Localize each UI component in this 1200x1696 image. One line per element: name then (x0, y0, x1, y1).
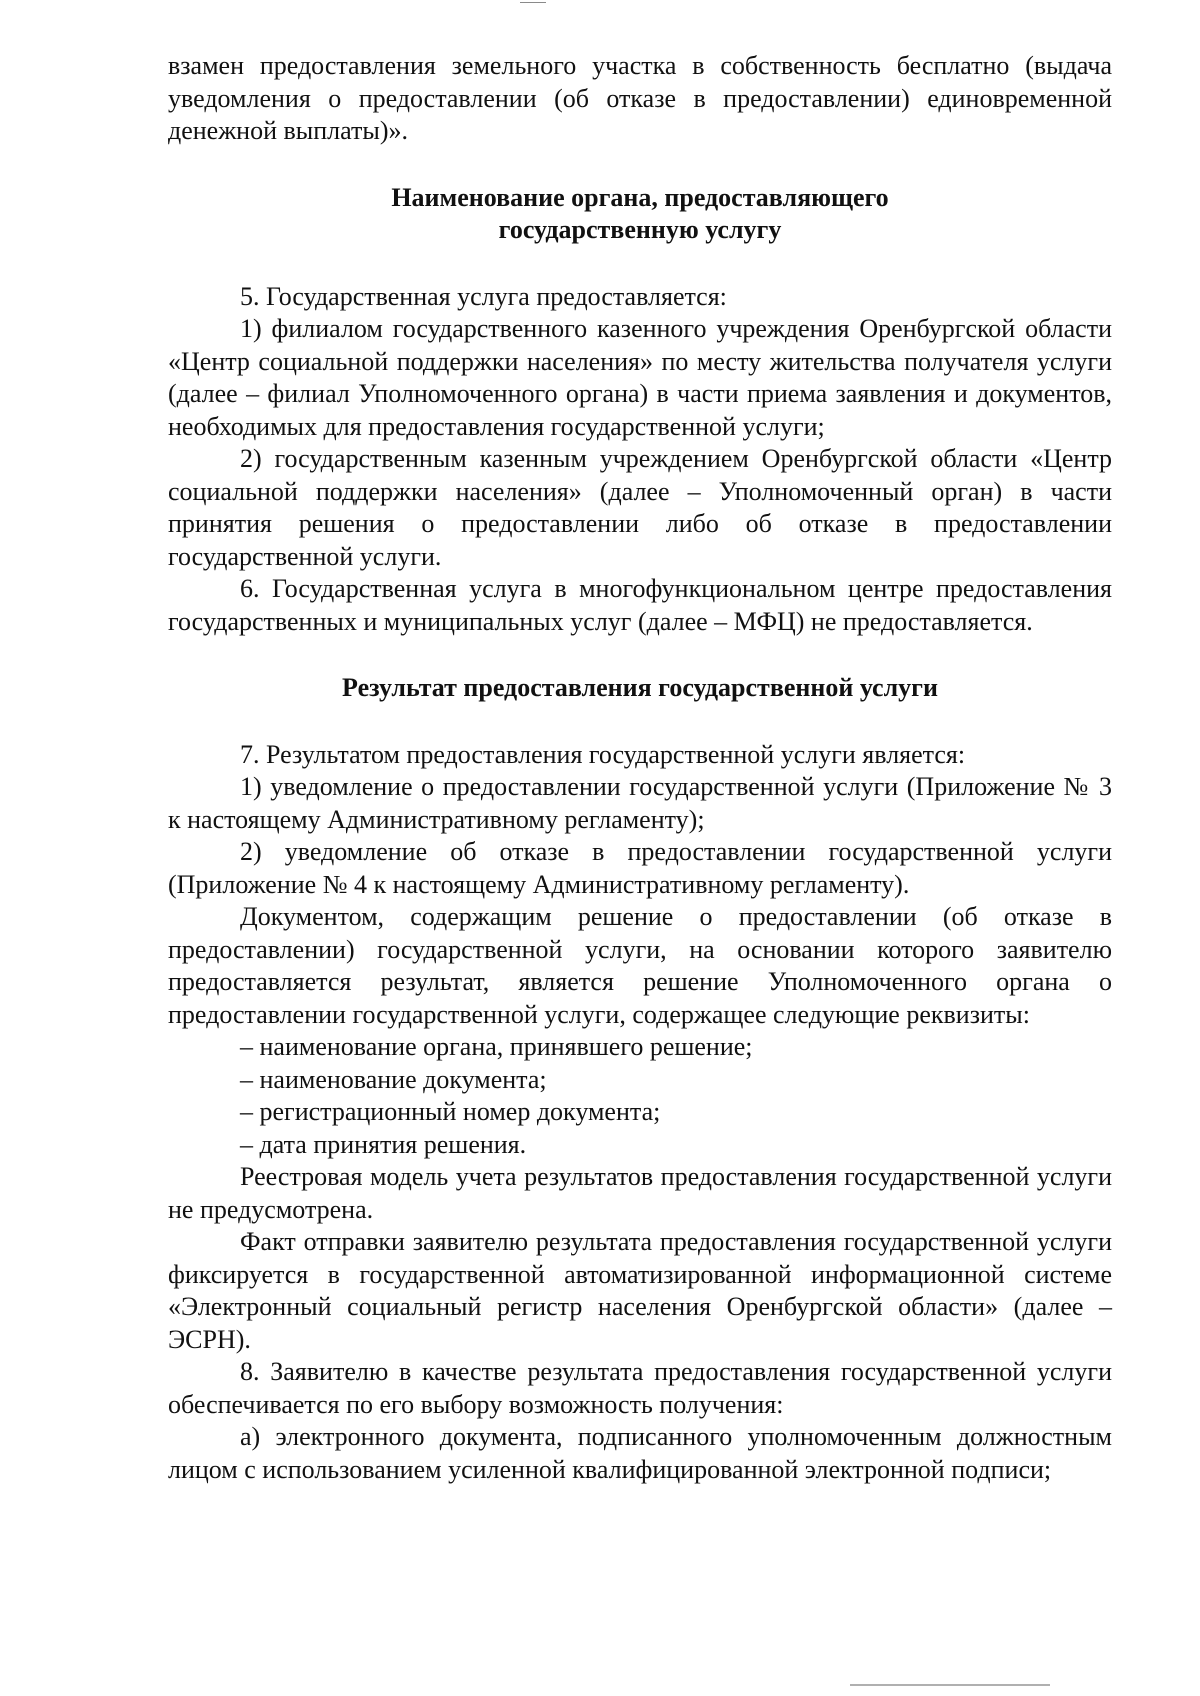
paragraph-7-fact: Факт отправки заявителю результата предоставления государственной услуги фиксируется в государственной автоматизированной информационной системе «Электронный социальный регистр населения Оренбургской области» (далее – ЭСРН). (168, 1227, 1112, 1354)
paragraph-7: 7. Результатом предоставления государственной услуги является: (240, 739, 966, 769)
requisite-item: – дата принятия решения. (240, 1129, 527, 1159)
paragraph-8: 8. Заявителю в качестве результата предоставления государственной услуги обеспечивается по его выбору возможность получения: (168, 1357, 1112, 1419)
scan-mark-bottom (850, 1684, 1050, 1686)
heading-organ-line2: государственную услугу (498, 215, 782, 244)
heading-organ-line1: Наименование органа, предоставляющего (391, 182, 889, 212)
document-body (168, 50, 1112, 1486)
requisite-item: – наименование документа; (240, 1064, 547, 1094)
intro-paragraph: взамен предоставления земельного участка в собственность бесплатно (выдача уведомления о предоставлении (об отказе в предоставлении) единовременной денежной выплаты)». (168, 51, 1112, 145)
heading-result: Результат предоставления государственной услуги (342, 673, 938, 702)
paragraph-6: 6. Государственная услуга в многофункциональном центре предоставления государственных и муниципальных услуг (далее – МФЦ) не предоставляется. (168, 574, 1112, 636)
paragraph-5-1: 1) филиалом государственного казенного учреждения Оренбургской области «Центр социальной поддержки населения» по месту жительства получателя услуги (далее – филиал Уполномоченного органа) в части приема заявления и документов, необходимых для предоставления государственной услуги; (168, 314, 1112, 441)
requisite-item: – наименование органа, принявшего решение; (240, 1032, 753, 1061)
paragraph-5-2: 2) государственным казенным учреждением Оренбургской области «Центр социальной поддержки населения» (далее – Уполномоченный орган) в части принятия решения о предоставлении либо об отказе в предоставлении государственной услуги. (168, 444, 1112, 571)
paragraph-7-registry: Реестровая модель учета результатов предоставления государственной услуги не предусмотрена. (168, 1162, 1112, 1224)
requisite-item: – регистрационный номер документа; (240, 1097, 661, 1126)
paragraph-5: 5. Государственная услуга предоставляется: (240, 281, 727, 311)
paragraph-7-1: 1) уведомление о предоставлении государственной услуги (Приложение № 3 к настоящему Административному регламенту); (168, 772, 1112, 834)
heading-organ (168, 182, 1112, 247)
scan-mark-top (520, 2, 546, 3)
paragraph-7-document: Документом, содержащим решение о предоставлении (об отказе в предоставлении) государственной услуги, на основании которого заявителю предоставляется результат, является решение Уполномоченного органа о предоставлении государственной услуги, содержащее следующие реквизиты: (168, 902, 1112, 1029)
paragraph-8-a: а) электронного документа, подписанного уполномоченным должностным лицом с использованием усиленной квалифицированной электронной подписи; (168, 1422, 1112, 1484)
paragraph-7-2: 2) уведомление об отказе в предоставлении государственной услуги (Приложение № 4 к настоящему Административному регламенту). (168, 837, 1112, 899)
